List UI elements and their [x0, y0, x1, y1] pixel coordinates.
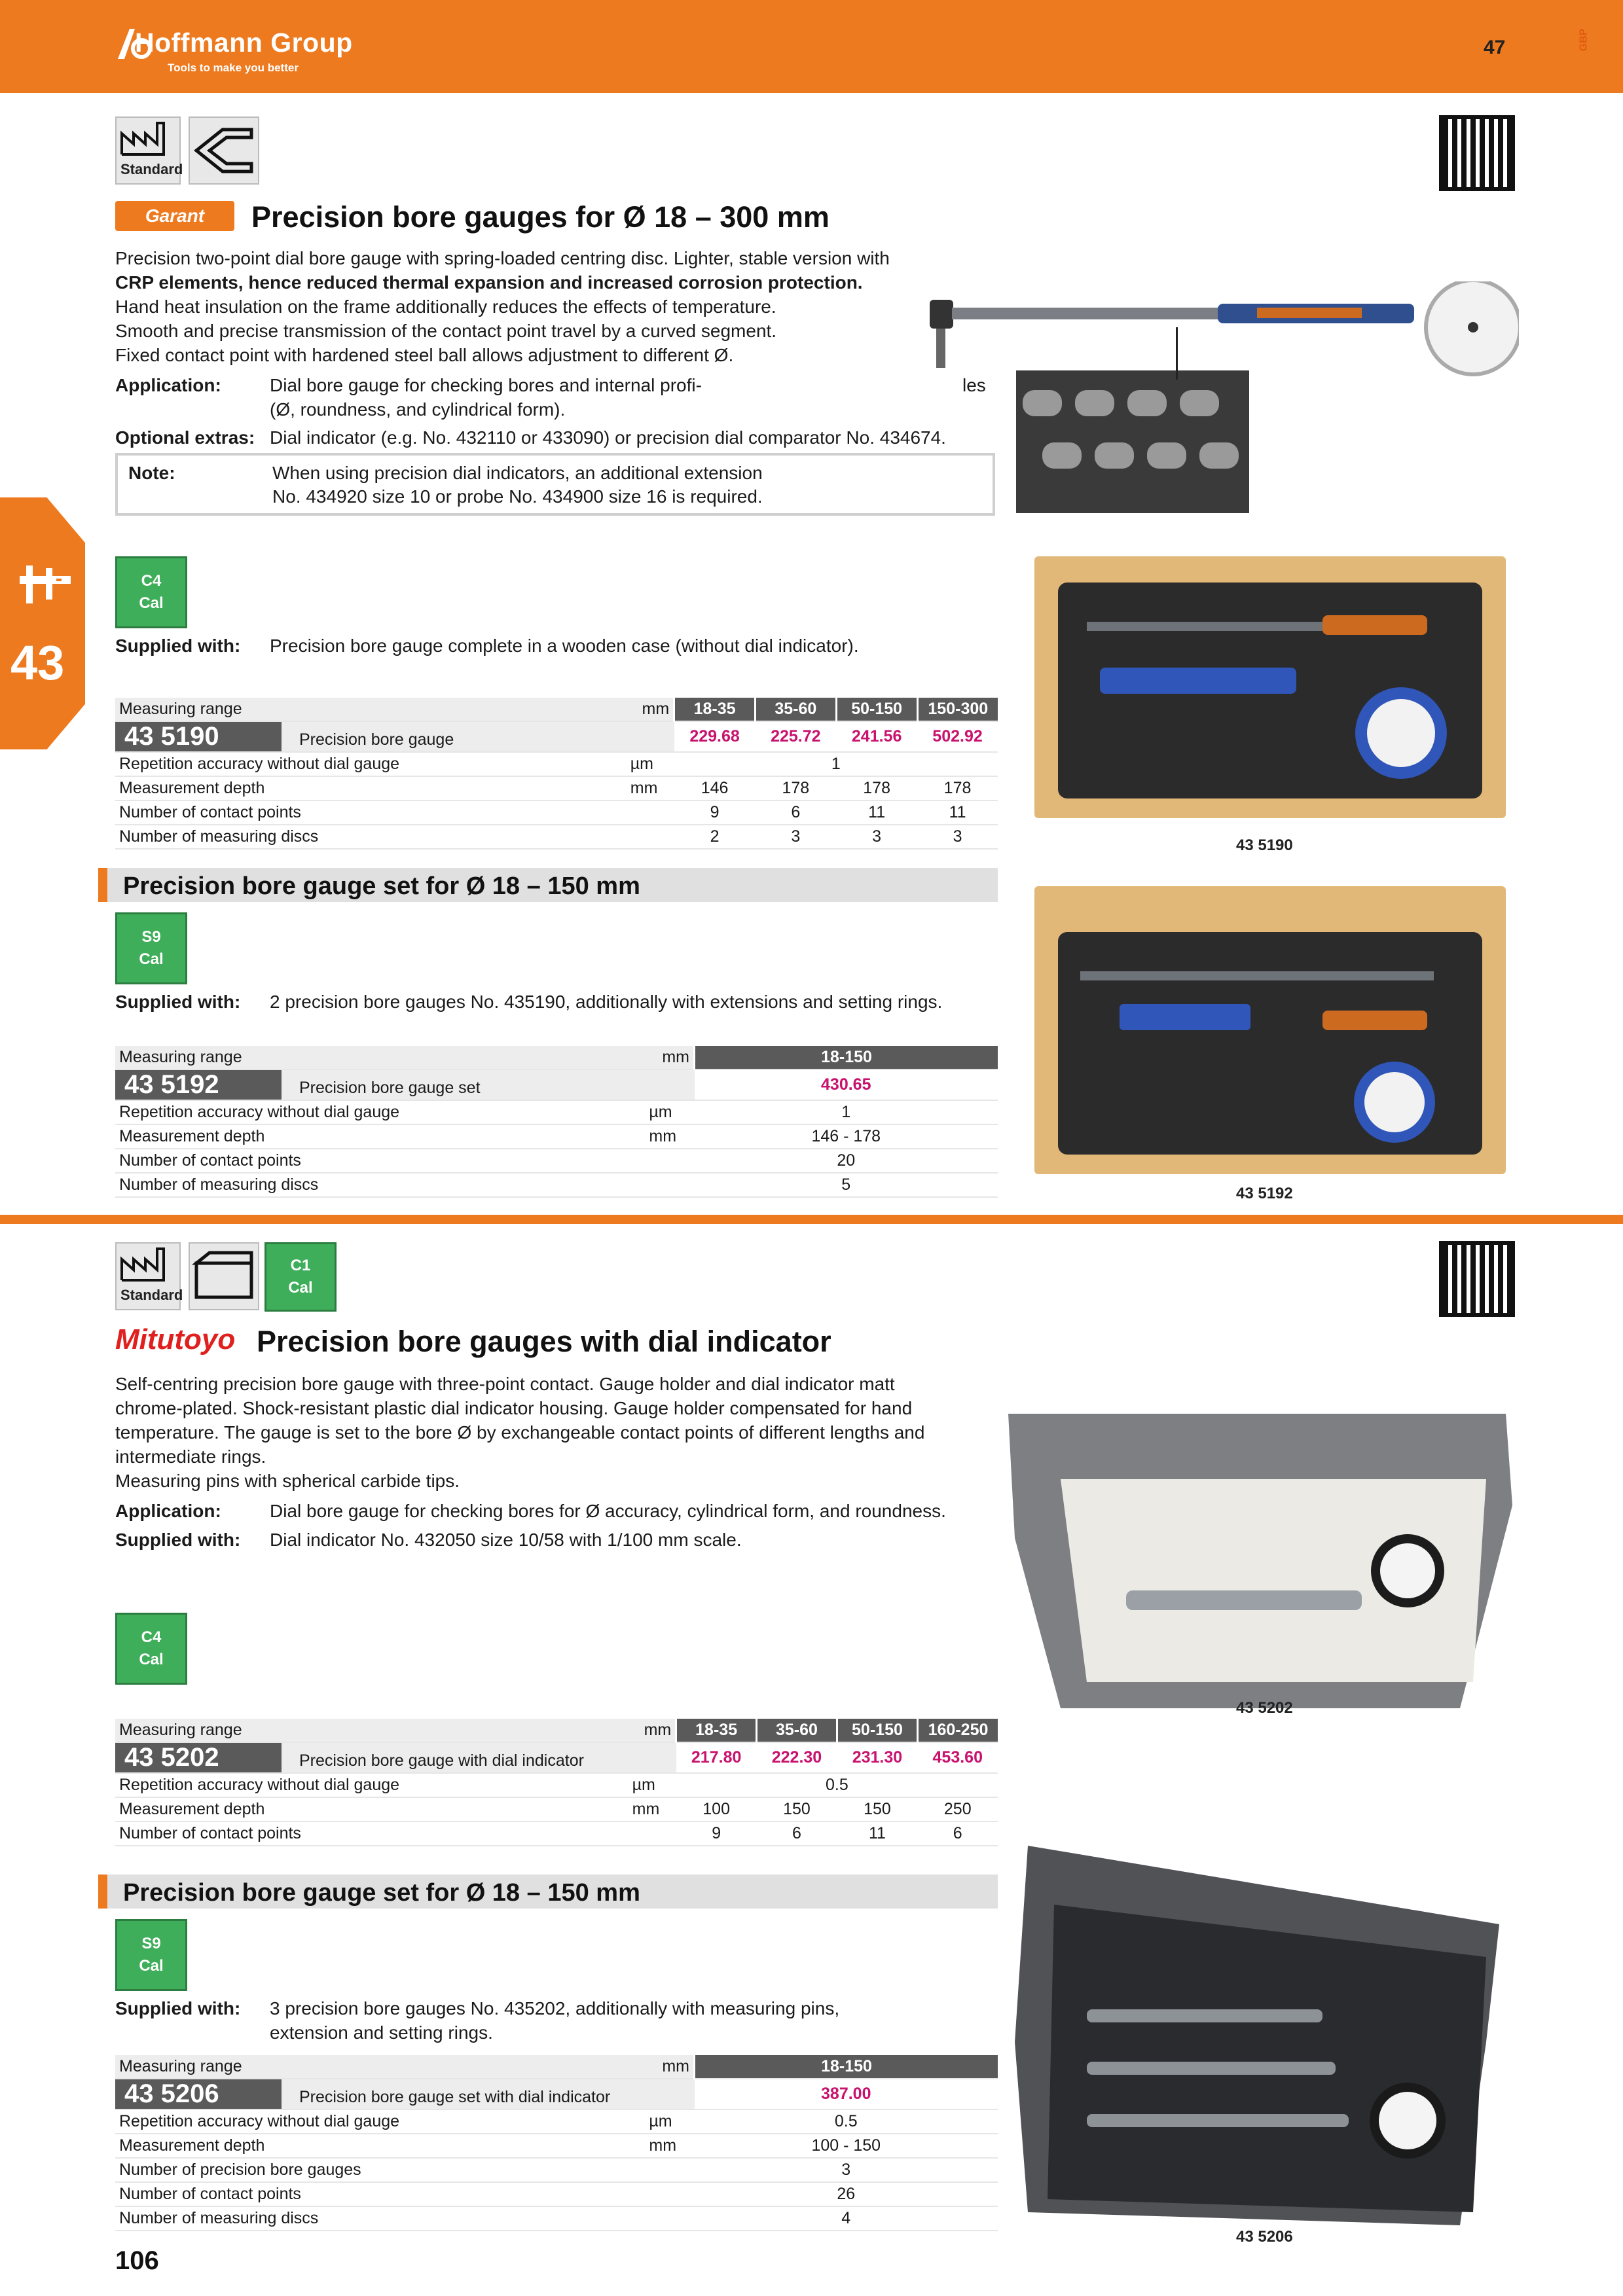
supplied-text: Precision bore gauge complete in a wooden case (without dial indicator).: [270, 636, 859, 656]
supplied-text: Dial indicator No. 432050 size 10/58 with 1/100 mm scale.: [270, 1530, 742, 1550]
row-label: Measurement depth: [115, 2134, 645, 2158]
row-label: Number of contact points: [115, 1821, 629, 1846]
row-value: 9: [676, 1821, 757, 1846]
desc-line: Precision two-point dial bore gauge with spring-loaded centring disc. Lighter, stable version with: [115, 248, 890, 268]
row-unit: µm: [627, 752, 674, 776]
price: 222.30: [757, 1742, 837, 1773]
callout-line: [1176, 327, 1178, 380]
chapter-number: 43: [10, 636, 65, 690]
size-col: 35-60: [757, 1719, 837, 1742]
qr-code-icon[interactable]: [1439, 1241, 1515, 1317]
row-unit: mm: [645, 2134, 694, 2158]
row-unit: [645, 2158, 694, 2182]
application-text-tail: les: [962, 375, 986, 395]
row-label: Repetition accuracy without dial gauge: [115, 1100, 645, 1124]
row-value: 150: [837, 1797, 917, 1821]
size-col: 50-150: [836, 698, 917, 721]
row-value: 3: [917, 825, 998, 849]
section2-header: [98, 868, 998, 902]
desc-line: chrome-plated. Shock-resistant plastic dial indicator housing. Gauge holder compensated for hand: [115, 1398, 913, 1418]
row-unit: mm: [629, 1797, 676, 1821]
cal-text: Cal: [139, 594, 164, 612]
supplied-label: Supplied with:: [115, 636, 241, 656]
section4-title: Precision bore gauge set for Ø 18 – 150 mm: [123, 1879, 640, 1907]
section2-title: Precision bore gauge set for Ø 18 – 150 mm: [123, 872, 640, 900]
row-unit: [627, 800, 674, 825]
section1-description: [115, 246, 960, 367]
cal-code: C4: [141, 572, 162, 590]
desc-line: Fixed contact point with hardened steel ball allows adjustment to different Ø.: [115, 345, 734, 365]
application-label: Application:: [115, 375, 221, 395]
price: 229.68: [674, 721, 756, 752]
application-text: Dial bore gauge for checking bores for Ø accuracy, cylindrical form, and roundness.: [270, 1501, 946, 1521]
cal-text: Cal: [139, 1957, 164, 1975]
row-unit: mm: [645, 1124, 694, 1149]
range-label: Measuring range: [115, 2055, 645, 2079]
mitutoyo-logo: Mitutoyo: [115, 1323, 236, 1355]
cal-text: Cal: [288, 1279, 313, 1297]
factory-icon: [117, 1244, 179, 1285]
optional-text: Dial indicator (e.g. No. 432110 or 433090) or precision dial comparator No. 434674.: [270, 427, 946, 448]
desc-line: temperature. The gauge is set to the bore Ø by exchangeable contact points of different lengths and: [115, 1422, 925, 1443]
range-unit: mm: [629, 1719, 676, 1742]
row-value: 146: [674, 776, 756, 800]
row-unit: [627, 825, 674, 849]
row-label: Repetition accuracy without dial gauge: [115, 2109, 645, 2134]
range-label: Measuring range: [115, 1046, 645, 1069]
row-unit: µm: [645, 2109, 694, 2134]
section4-header: [98, 1874, 998, 1909]
row-value: 100: [676, 1797, 757, 1821]
spec-table-435192: [115, 1046, 998, 1198]
size-col: 160-250: [918, 1719, 998, 1742]
calibration-badge: [115, 556, 187, 628]
spec-table-435206: [115, 2055, 998, 2231]
price: 502.92: [917, 721, 998, 752]
row-value: 9: [674, 800, 756, 825]
size-col: 150-300: [917, 698, 998, 721]
range-unit: mm: [645, 2055, 694, 2079]
cal-text: Cal: [139, 950, 164, 968]
section1-title: Precision bore gauges for Ø 18 – 300 mm: [251, 200, 830, 234]
row-value: 3: [836, 825, 917, 849]
article-description: Precision bore gauge set with dial indicator: [299, 2088, 611, 2106]
supplied-label: Supplied with:: [115, 1530, 241, 1550]
price: 231.30: [837, 1742, 917, 1773]
price: 453.60: [918, 1742, 998, 1773]
row-label: Repetition accuracy without dial gauge: [115, 752, 627, 776]
article-description: Precision bore gauge with dial indicator: [299, 1751, 584, 1770]
cal-text: Cal: [139, 1651, 164, 1668]
row-value: 250: [918, 1797, 998, 1821]
size-col: 35-60: [755, 698, 836, 721]
range-label: Measuring range: [115, 1719, 629, 1742]
desc-line: Smooth and precise transmission of the contact point travel by a curved segment.: [115, 321, 777, 341]
brand-name: Hoffmann Group: [135, 27, 353, 58]
caliper-icon: [17, 562, 73, 607]
calibration-badge: [264, 1242, 337, 1312]
row-value: 26: [695, 2182, 998, 2206]
brand-tagline: Tools to make you better: [168, 62, 299, 74]
row-unit: [645, 1173, 694, 1197]
product-photo-435192: [1034, 873, 1506, 1174]
row-value: 178: [755, 776, 836, 800]
size-col: 18-35: [674, 698, 756, 721]
row-unit: [645, 2182, 694, 2206]
row-label: Number of contact points: [115, 1149, 645, 1173]
row-label: Number of measuring discs: [115, 825, 627, 849]
note-box: [115, 453, 995, 516]
chapter-tab: [0, 497, 85, 749]
row-value: 100 - 150: [695, 2134, 998, 2158]
row-unit: [645, 1149, 694, 1173]
price: 387.00: [695, 2079, 998, 2109]
row-value: 3: [695, 2158, 998, 2182]
case-icon: [189, 1242, 259, 1310]
row-value: 2: [674, 825, 756, 849]
row-value: 178: [836, 776, 917, 800]
product-photo-435202: [1002, 1407, 1512, 1708]
calibration-badge: [115, 1919, 187, 1991]
page-number-top: 47: [1484, 37, 1506, 58]
article-number[interactable]: 43 5202: [115, 1743, 282, 1772]
supplied-label: Supplied with:: [115, 1998, 241, 2018]
standard-icon: [115, 1242, 181, 1310]
section-separator: [0, 1215, 1623, 1224]
row-value: 11: [917, 800, 998, 825]
article-number[interactable]: 43 5206: [115, 2079, 282, 2109]
row-label: Number of contact points: [115, 800, 627, 825]
row-value: 6: [757, 1821, 837, 1846]
row-value: 6: [755, 800, 836, 825]
section-stripe: [98, 868, 107, 902]
desc-line: Measuring pins with spherical carbide tips.: [115, 1471, 460, 1491]
article-description: Precision bore gauge set: [299, 1079, 481, 1097]
row-value: 1: [695, 1100, 998, 1124]
photo-caption: 43 5190: [1236, 836, 1293, 854]
range-unit: mm: [627, 698, 674, 721]
application-text-2: (Ø, roundness, and cylindrical form).: [270, 399, 566, 420]
row-value: 6: [918, 1821, 998, 1846]
row-unit: mm: [627, 776, 674, 800]
application-text: Dial bore gauge for checking bores and internal profi-: [270, 375, 702, 395]
note-label: Note:: [128, 463, 175, 483]
price: 430.65: [695, 1069, 998, 1100]
row-value: 4: [695, 2206, 998, 2231]
spec-table-435202: [115, 1719, 998, 1846]
row-label: Measurement depth: [115, 1124, 645, 1149]
page-number-bottom: 106: [115, 2246, 159, 2275]
row-value: 11: [836, 800, 917, 825]
cal-code: S9: [141, 1935, 161, 1952]
row-label: Number of measuring discs: [115, 2206, 645, 2231]
supplied-text: 2 precision bore gauges No. 435190, additionally with extensions and setting rings.: [270, 992, 943, 1012]
cal-code: S9: [141, 928, 161, 946]
note-text-1: When using precision dial indicators, an additional extension: [272, 463, 763, 483]
cal-code: C4: [141, 1628, 162, 1646]
section-stripe: [98, 1874, 107, 1909]
row-value: 5: [695, 1173, 998, 1197]
desc-line: Self-centring precision bore gauge with three-point contact. Gauge holder and dial indicator matt: [115, 1374, 895, 1394]
application-label: Application:: [115, 1501, 221, 1521]
standard-label: Standard: [120, 161, 183, 177]
section3-description: [115, 1372, 986, 1493]
row-value: 178: [917, 776, 998, 800]
row-value: 0.5: [676, 1773, 998, 1797]
price: 241.56: [836, 721, 917, 752]
product-photo-435206: [1002, 1846, 1512, 2225]
row-unit: µm: [645, 1100, 694, 1124]
row-label: Number of precision bore gauges: [115, 2158, 645, 2182]
factory-icon: [117, 118, 179, 160]
range-unit: mm: [645, 1046, 694, 1069]
row-value: 150: [757, 1797, 837, 1821]
optional-label: Optional extras:: [115, 427, 255, 448]
supplied-text-1: 3 precision bore gauges No. 435202, additionally with measuring pins,: [270, 1998, 840, 2018]
article-number[interactable]: 43 5192: [115, 1070, 282, 1100]
calibration-badge: [115, 912, 187, 984]
photo-caption: 43 5206: [1236, 2228, 1293, 2246]
section3-title: Precision bore gauges with dial indicator: [257, 1325, 831, 1358]
size-col: 50-150: [837, 1719, 917, 1742]
garant-logo: Garant: [115, 201, 234, 231]
row-unit: µm: [629, 1773, 676, 1797]
row-value: 3: [755, 825, 836, 849]
article-number[interactable]: 43 5190: [115, 722, 282, 751]
price: 217.80: [676, 1742, 757, 1773]
note-text-2: No. 434920 size 10 or probe No. 434900 size 16 is required.: [272, 486, 763, 507]
crp-detail-photo: [1016, 370, 1249, 513]
row-value: 11: [837, 1821, 917, 1846]
country-code: GBP: [1578, 28, 1590, 52]
row-label: Measurement depth: [115, 776, 627, 800]
size-col: 18-150: [695, 2055, 998, 2079]
row-value: 1: [674, 752, 998, 776]
product-photo-435190: [1034, 543, 1506, 818]
row-label: Number of contact points: [115, 2182, 645, 2206]
row-unit: [629, 1821, 676, 1846]
cal-code: C1: [290, 1257, 311, 1274]
standard-icon: [115, 117, 181, 185]
supplied-text-2: extension and setting rings.: [270, 2022, 493, 2043]
range-label: Measuring range: [115, 698, 627, 721]
spec-table-435190: [115, 698, 998, 850]
desc-line: intermediate rings.: [115, 1446, 266, 1467]
desc-line: Hand heat insulation on the frame additionally reduces the effects of temperature.: [115, 296, 776, 317]
row-unit: [645, 2206, 694, 2231]
standard-label: Standard: [120, 1287, 183, 1303]
price: 225.72: [755, 721, 836, 752]
supplied-label: Supplied with:: [115, 992, 241, 1012]
row-label: Measurement depth: [115, 1797, 629, 1821]
size-col: 18-35: [676, 1719, 757, 1742]
size-col: 18-150: [695, 1046, 998, 1069]
qr-code-icon[interactable]: [1439, 115, 1515, 191]
row-value: 20: [695, 1149, 998, 1173]
photo-caption: 43 5202: [1236, 1699, 1293, 1717]
article-description: Precision bore gauge: [299, 730, 454, 749]
row-value: 0.5: [695, 2109, 998, 2134]
row-label: Repetition accuracy without dial gauge: [115, 1773, 629, 1797]
calibration-badge: [115, 1613, 187, 1685]
case-icon: [189, 117, 259, 185]
desc-line: CRP elements, hence reduced thermal expansion and increased corrosion protection.: [115, 272, 863, 293]
photo-caption: 43 5192: [1236, 1185, 1293, 1202]
row-label: Number of measuring discs: [115, 1173, 645, 1197]
row-value: 146 - 178: [695, 1124, 998, 1149]
